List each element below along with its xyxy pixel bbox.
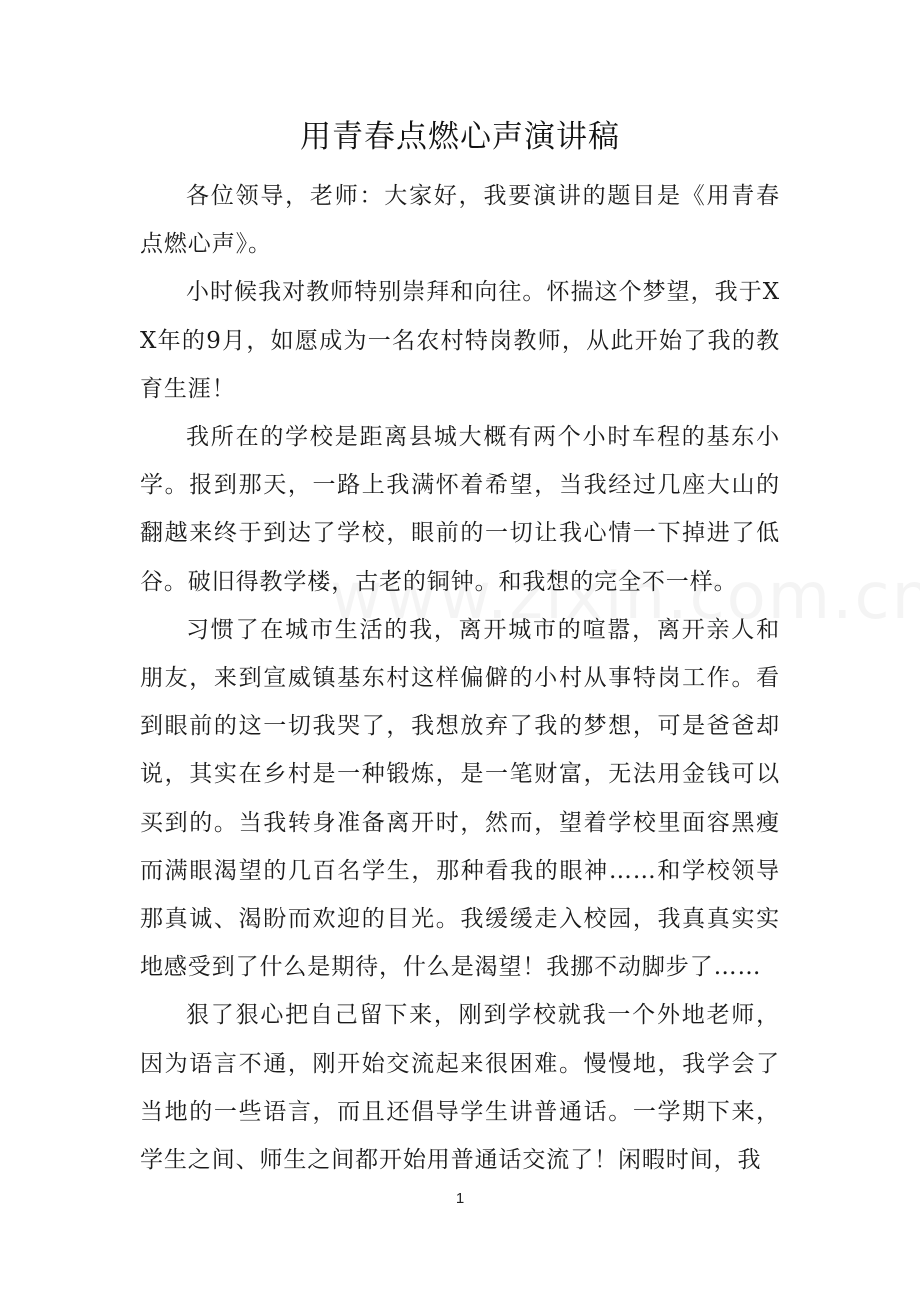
paragraph-childhood: 小时候我对教师特别崇拜和向往。怀揣这个梦望，我于XX年的9月，如愿成为一名农村特岗教师，从此开始了我的教育生涯！ bbox=[140, 279, 780, 402]
paragraph-school: 我所在的学校是距离县城大概有两个小时车程的基东小学。报到那天，一路上我满怀着希望，当我经过几座大山的翻越来终于到达了学校，眼前的一切让我心情一下掉进了低谷。破旧得教学楼，古老的铜钟。和我想的完全不一样。 bbox=[140, 424, 780, 595]
paragraph-greeting: 各位领导，老师：大家好，我要演讲的题目是《用青春点燃心声》。 bbox=[140, 183, 780, 258]
document-title: 用青春点燃心声演讲稿 bbox=[300, 119, 620, 155]
page-number: 1 bbox=[455, 1190, 465, 1207]
document-body bbox=[140, 172, 780, 1184]
paragraph-decision: 习惯了在城市生活的我，离开城市的喧嚣，离开亲人和朋友，来到宣威镇基东村这样偏僻的小村从事特岗工作。看到眼前的这一切我哭了，我想放弃了我的梦想，可是爸爸却说，其实在乡村是一种锻炼，是一笔财富，无法用金钱可以买到的。当我转身准备离开时，然而，望着学校里面容黑瘦而满眼渴望的几百名学生，那种看我的眼神……和学校领导那真诚、渴盼而欢迎的目光。我缓缓走入校园，我真真实实地感受到了什么是期待，什么是渴望！我挪不动脚步了…… bbox=[140, 616, 780, 981]
paragraph-staying: 狠了狠心把自己留下来，刚到学校就我一个外地老师，因为语言不通，刚开始交流起来很困难。慢慢地，我学会了当地的一些语言，而且还倡导学生讲普通话。一学期下来，学生之间、师生之间都开始用普通话交流了！闲暇时间，我 bbox=[140, 1002, 780, 1174]
